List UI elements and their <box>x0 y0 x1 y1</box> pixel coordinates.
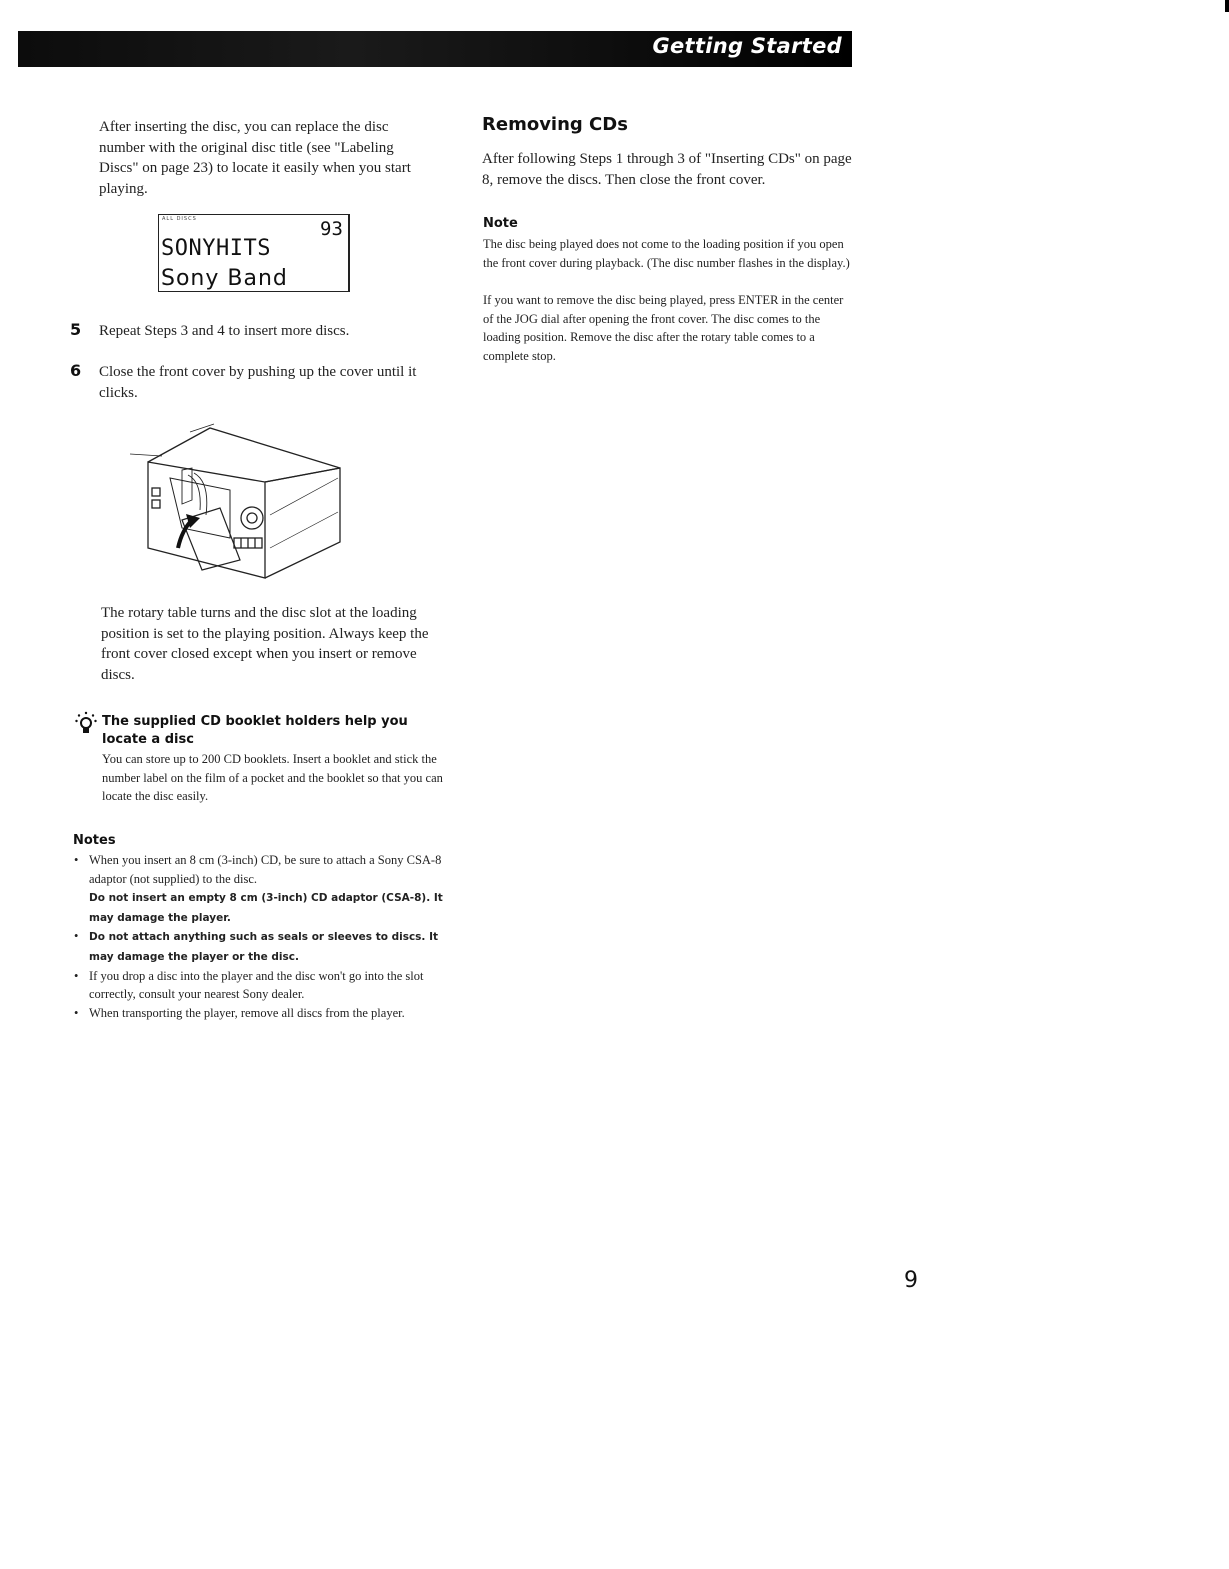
tip-lightbulb-icon <box>75 711 97 735</box>
note-item-seals <box>74 927 444 966</box>
tip-text: You can store up to 200 CD booklets. Insert a booklet and stick the number label on the film of a pocket and the booklet so that you can locate the disc easily. <box>102 752 443 804</box>
step-text-5: Repeat Steps 3 and 4 to insert more discs. <box>99 323 350 339</box>
step-number-5: 5 <box>70 320 82 339</box>
page-number: 9 <box>904 1268 918 1293</box>
note-item-adaptor <box>74 851 444 927</box>
step-text-6: Close the front cover by pushing up the cover until it clicks. <box>99 364 417 401</box>
removing-cds-heading: Removing CDs <box>482 114 628 135</box>
notes-list <box>74 851 444 1022</box>
removing-cds-text: After following Steps 1 through 3 of "Inserting CDs" on page 8, remove the discs. Then close the front cover. <box>482 151 852 188</box>
display-panel-edge <box>348 214 350 292</box>
note-text-playback: The disc being played does not come to the loading position if you open the front cover during playback. (The disc number flashes in the display.) <box>483 237 850 270</box>
intro-paragraph: After inserting the disc, you can replace the disc number with the original disc title (see "Labeling Discs" on page 23) to locate it easily when you start playing. <box>99 119 411 198</box>
section-title: Getting Started <box>652 34 842 58</box>
note-item-drop: • If you drop a disc into the player and the disc won't go into the slot correctly, consult your nearest Sony dealer. <box>74 967 444 1004</box>
display-artist-line: Sony Band <box>161 266 288 291</box>
display-title-line: SONYHITS <box>161 236 271 261</box>
note-item-seals-warning: Do not attach anything such as seals or sleeves to discs. It may damage the player or the disc. <box>89 931 438 963</box>
step-number-6: 6 <box>70 361 82 380</box>
note-heading: Note <box>483 216 518 231</box>
note-item-adaptor-warning: Do not insert an empty 8 cm (3-inch) CD adaptor (CSA-8). It may damage the player. <box>89 892 443 924</box>
note-item-transport: • When transporting the player, remove all discs from the player. <box>74 1004 444 1023</box>
display-disc-number: 93 <box>320 218 343 240</box>
cd-changer-illustration <box>130 420 350 585</box>
display-mode-label: ALL DISCS <box>162 216 197 222</box>
notes-heading: Notes <box>73 833 116 848</box>
corner-mark <box>1225 0 1229 12</box>
section-header-bar <box>18 31 852 67</box>
tip-heading: The supplied CD booklet holders help you locate a disc <box>102 714 408 747</box>
rotary-table-paragraph: The rotary table turns and the disc slot at the loading position is set to the playing position. Always keep the front cover closed except when you insert or remove discs. <box>101 605 429 684</box>
note-text-remove: If you want to remove the disc being played, press ENTER in the center of the JOG dial after opening the front cover. The disc comes to the loading position. Remove the disc after the rotary table comes to a complete stop. <box>483 293 844 363</box>
note-item-adaptor-text: When you insert an 8 cm (3-inch) CD, be sure to attach a Sony CSA-8 adaptor (not supplied) to the disc. <box>89 853 442 886</box>
